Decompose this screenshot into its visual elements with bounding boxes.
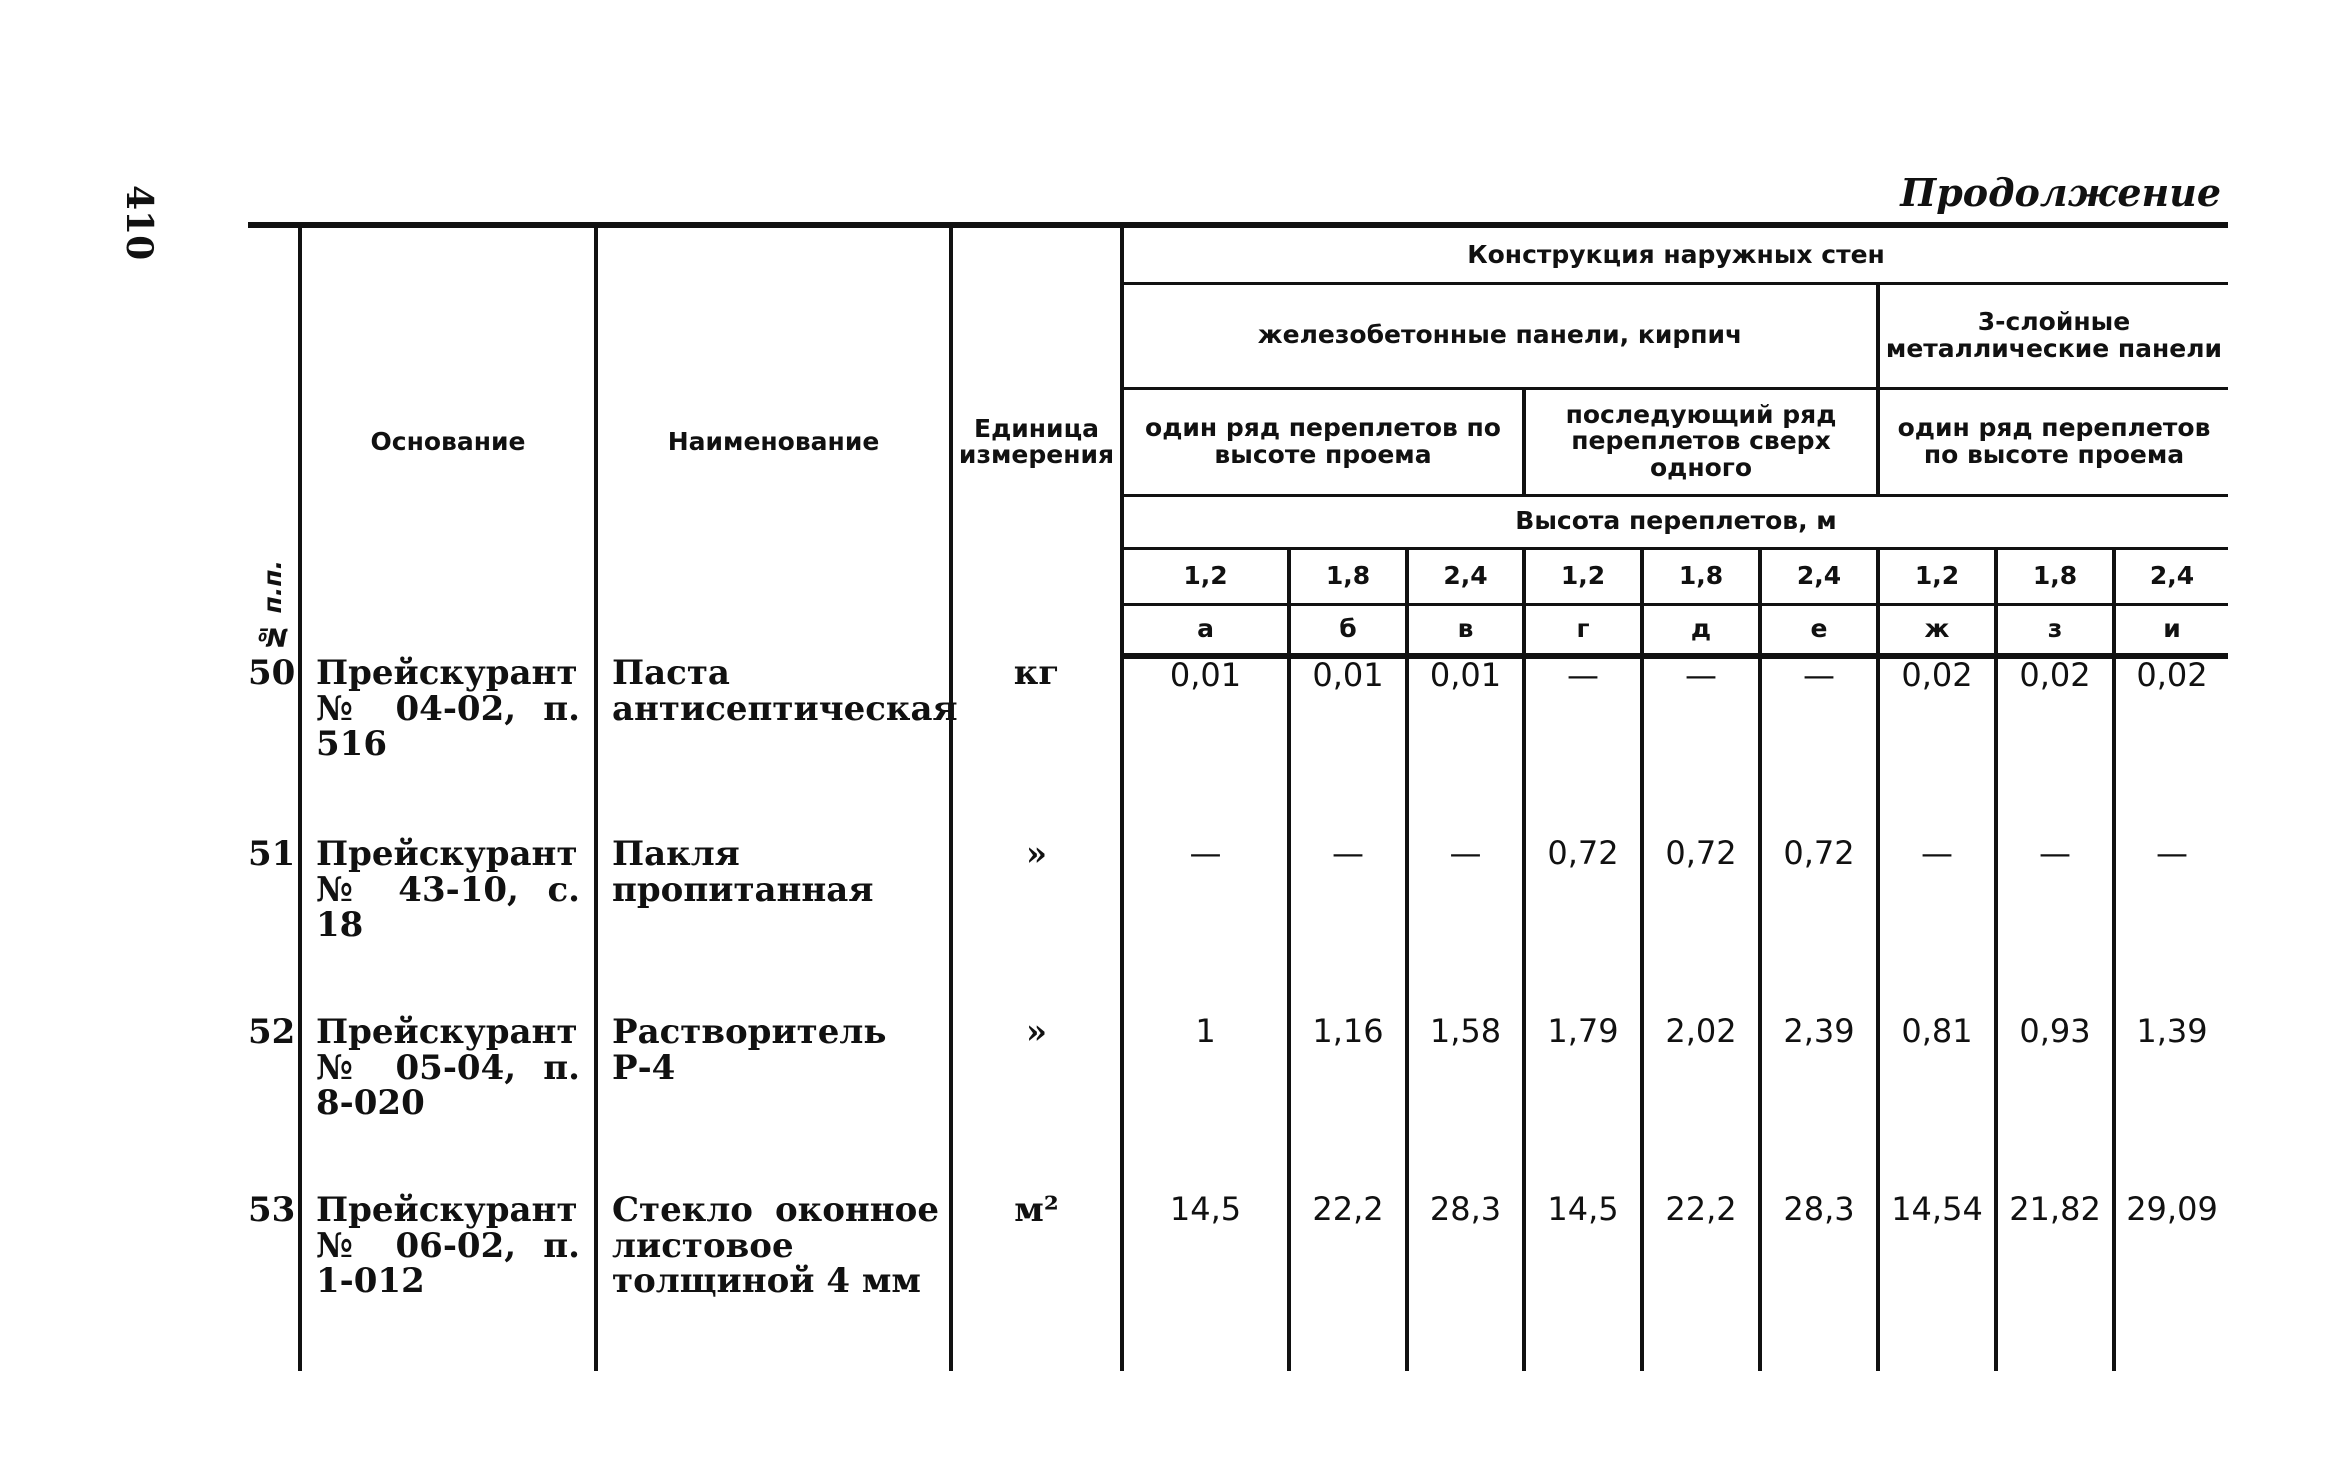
row-name: Пакля пропитанная (596, 837, 951, 1015)
subgroup-header-rc-brick: железобетонные панели, кирпич (1122, 283, 1878, 388)
row-basis: Прейскурант № 05-04, п. 8-020 (300, 1015, 596, 1193)
row-basis: Прейскурант № 06-02, п. 1-012 (300, 1193, 596, 1371)
row-value: — (2114, 837, 2228, 1015)
row-value: — (1407, 837, 1524, 1015)
height-cell: 1,8 (1996, 548, 2114, 604)
column-letter: ж (1878, 604, 1996, 656)
materials-table (248, 222, 2228, 1371)
row-value: 1,58 (1407, 1015, 1524, 1193)
row-value: 0,81 (1878, 1015, 1996, 1193)
row-basis: Прейскурант № 43-10, с. 18 (300, 837, 596, 1015)
subgroup-header-metal-panels: 3-слойные металлические панели (1878, 283, 2228, 388)
header-rc-one-row: один ряд переплетов по высоте проема (1122, 388, 1524, 495)
height-cell: 1,8 (1289, 548, 1407, 604)
height-cell: 1,8 (1642, 548, 1760, 604)
column-letter: а (1122, 604, 1289, 656)
row-unit: » (951, 1015, 1122, 1193)
row-name: Паста антисептическая (596, 656, 951, 837)
height-cell: 2,4 (1760, 548, 1878, 604)
row-value: 28,3 (1407, 1193, 1524, 1371)
column-letter: в (1407, 604, 1524, 656)
row-value: 0,01 (1122, 656, 1289, 837)
row-value: 21,82 (1996, 1193, 2114, 1371)
row-value: 1,39 (2114, 1015, 2228, 1193)
column-header-number: № п.п. (257, 559, 287, 651)
column-letter: г (1524, 604, 1642, 656)
height-cell: 1,2 (1122, 548, 1289, 604)
row-value: 14,5 (1524, 1193, 1642, 1371)
row-unit: м² (951, 1193, 1122, 1371)
row-value: 0,02 (1878, 656, 1996, 837)
header-rc-next-row: последующий ряд переплетов сверх одного (1524, 388, 1878, 495)
height-cell: 1,2 (1524, 548, 1642, 604)
row-value: 0,72 (1760, 837, 1878, 1015)
column-header-name: Наименование (596, 225, 951, 656)
row-unit: кг (951, 656, 1122, 837)
row-value: 28,3 (1760, 1193, 1878, 1371)
row-value: 0,02 (2114, 656, 2228, 837)
row-value: — (1122, 837, 1289, 1015)
row-value: 22,2 (1642, 1193, 1760, 1371)
row-value: 0,01 (1289, 656, 1407, 837)
row-value: 0,72 (1524, 837, 1642, 1015)
row-value: 1 (1122, 1015, 1289, 1193)
row-value: 14,5 (1122, 1193, 1289, 1371)
row-value: 0,01 (1407, 656, 1524, 837)
row-value: 22,2 (1289, 1193, 1407, 1371)
row-value: 29,09 (2114, 1193, 2228, 1371)
column-letter: д (1642, 604, 1760, 656)
table-row (248, 1193, 2228, 1371)
column-letter: и (2114, 604, 2228, 656)
group-header-wall-construction: Конструкция наружных стен (1122, 225, 2228, 283)
row-number: 52 (248, 1012, 296, 1052)
table-row (248, 1015, 2228, 1193)
header-frame-height: Высота переплетов, м (1122, 495, 2228, 548)
row-value: 0,93 (1996, 1015, 2114, 1193)
table-row (248, 656, 2228, 837)
row-value: — (1289, 837, 1407, 1015)
row-value: 0,72 (1642, 837, 1760, 1015)
row-number: 53 (248, 1190, 296, 1230)
column-letter: з (1996, 604, 2114, 656)
row-value: 14,54 (1878, 1193, 1996, 1371)
row-name: Стекло оконное листовое толщиной 4 мм (596, 1193, 951, 1371)
column-header-basis: Основание (300, 225, 596, 656)
height-cell: 1,2 (1878, 548, 1996, 604)
row-value: — (1642, 656, 1760, 837)
row-value: — (1878, 837, 1996, 1015)
column-letter: е (1760, 604, 1878, 656)
header-metal-one-row: один ряд переплетов по высоте проема (1878, 388, 2228, 495)
column-letter: б (1289, 604, 1407, 656)
row-number: 50 (248, 653, 296, 693)
height-cell: 2,4 (1407, 548, 1524, 604)
row-value: 1,16 (1289, 1015, 1407, 1193)
row-value: — (1524, 656, 1642, 837)
row-basis: Прейскурант № 04-02, п. 516 (300, 656, 596, 837)
table-row (248, 837, 2228, 1015)
row-value: — (1996, 837, 2114, 1015)
height-cell: 2,4 (2114, 548, 2228, 604)
row-number: 51 (248, 834, 296, 874)
row-name: Растворитель Р-4 (596, 1015, 951, 1193)
page-number: 410 (118, 185, 160, 261)
column-header-unit: Единица измерения (951, 225, 1122, 656)
row-value: — (1760, 656, 1878, 837)
row-unit: » (951, 837, 1122, 1015)
row-value: 2,39 (1760, 1015, 1878, 1193)
row-value: 2,02 (1642, 1015, 1760, 1193)
row-value: 0,02 (1996, 656, 2114, 837)
continuation-label: Продолжение (1900, 170, 2221, 215)
row-value: 1,79 (1524, 1015, 1642, 1193)
